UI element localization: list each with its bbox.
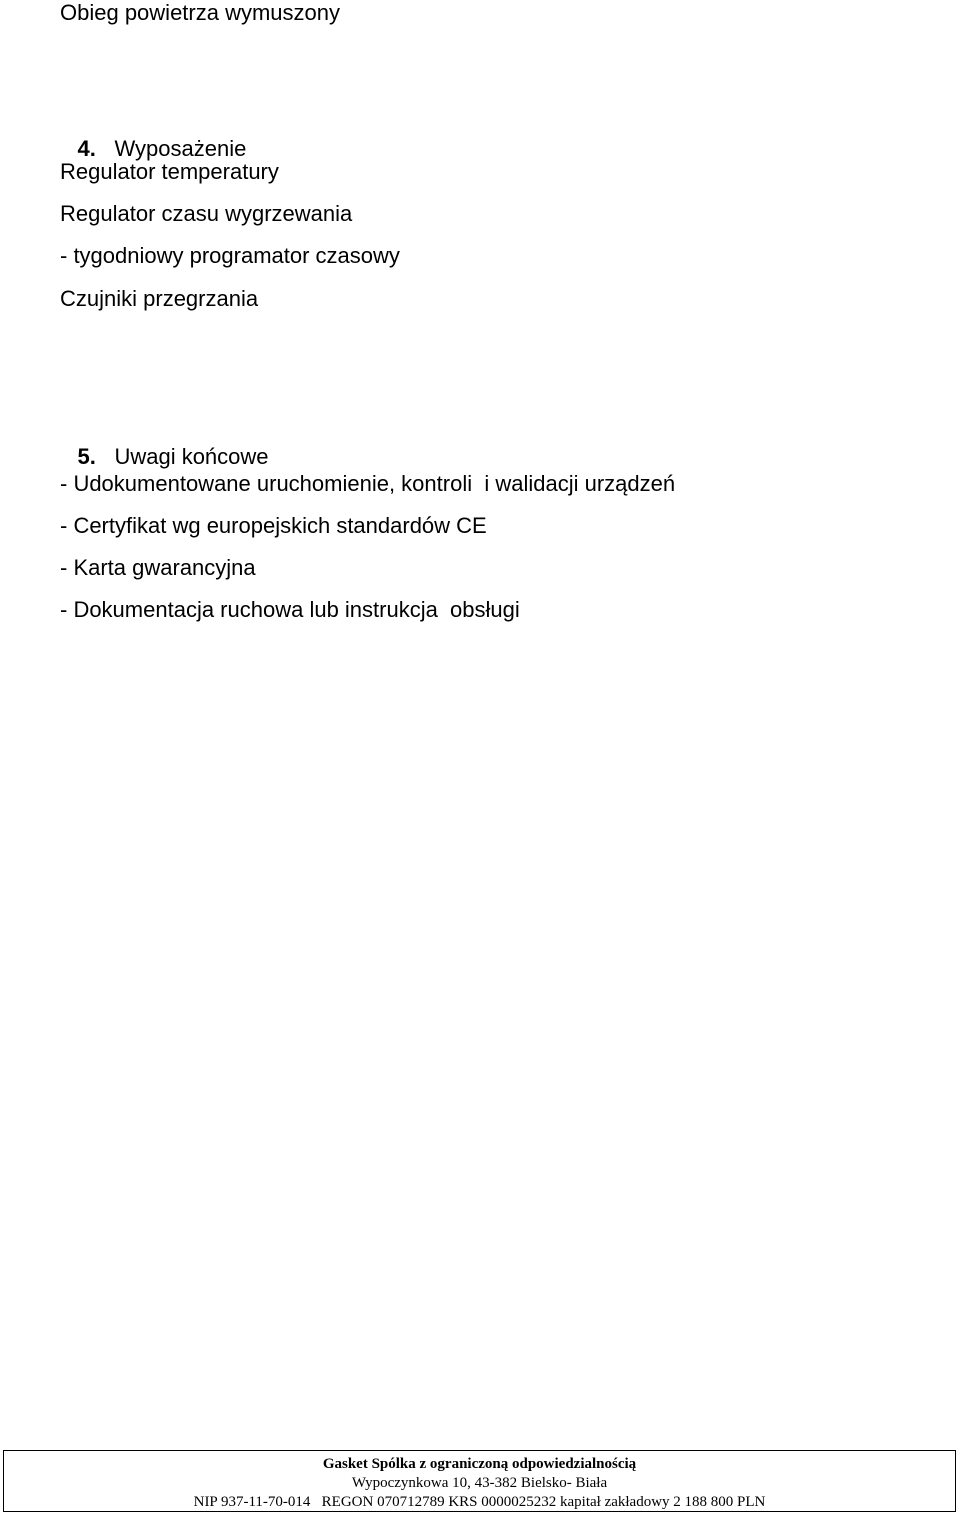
section-5-number: 5. [77,444,96,469]
section-4-item: - tygodniowy programator czasowy [60,243,400,268]
section-4-item: Regulator czasu wygrzewania [60,201,353,226]
section-4-title: Wyposażenie [114,136,247,161]
section-5-item: - Udokumentowane uruchomienie, kontroli i walidacji urządzeń [60,471,676,496]
company-footer [3,1450,956,1512]
section-5-item: - Certyfikat wg europejskich standardów CE [60,513,487,538]
section-5-title: Uwagi końcowe [114,444,269,469]
section-5-item: - Karta gwarancyjna [60,555,256,580]
section-4-number: 4. [77,136,96,161]
intro-line: Obieg powietrza wymuszony [60,0,341,25]
section-4-item: Czujniki przegrzania [60,286,259,311]
footer-address: Wypoczynkowa 10, 43-382 Bielsko- Biała [351,1475,608,1491]
footer-company-name: Gasket Spólka z ograniczoną odpowiedzialnością [322,1456,637,1472]
section-4-item: Regulator temperatury [60,159,279,184]
section-5-item: - Dokumentacja ruchowa lub instrukcja obsługi [60,597,520,622]
footer-registration-ids: NIP 937-11-70-014 REGON 070712789 KRS 0000025232 kapitał zakładowy 2 188 800 PLN [193,1494,766,1510]
